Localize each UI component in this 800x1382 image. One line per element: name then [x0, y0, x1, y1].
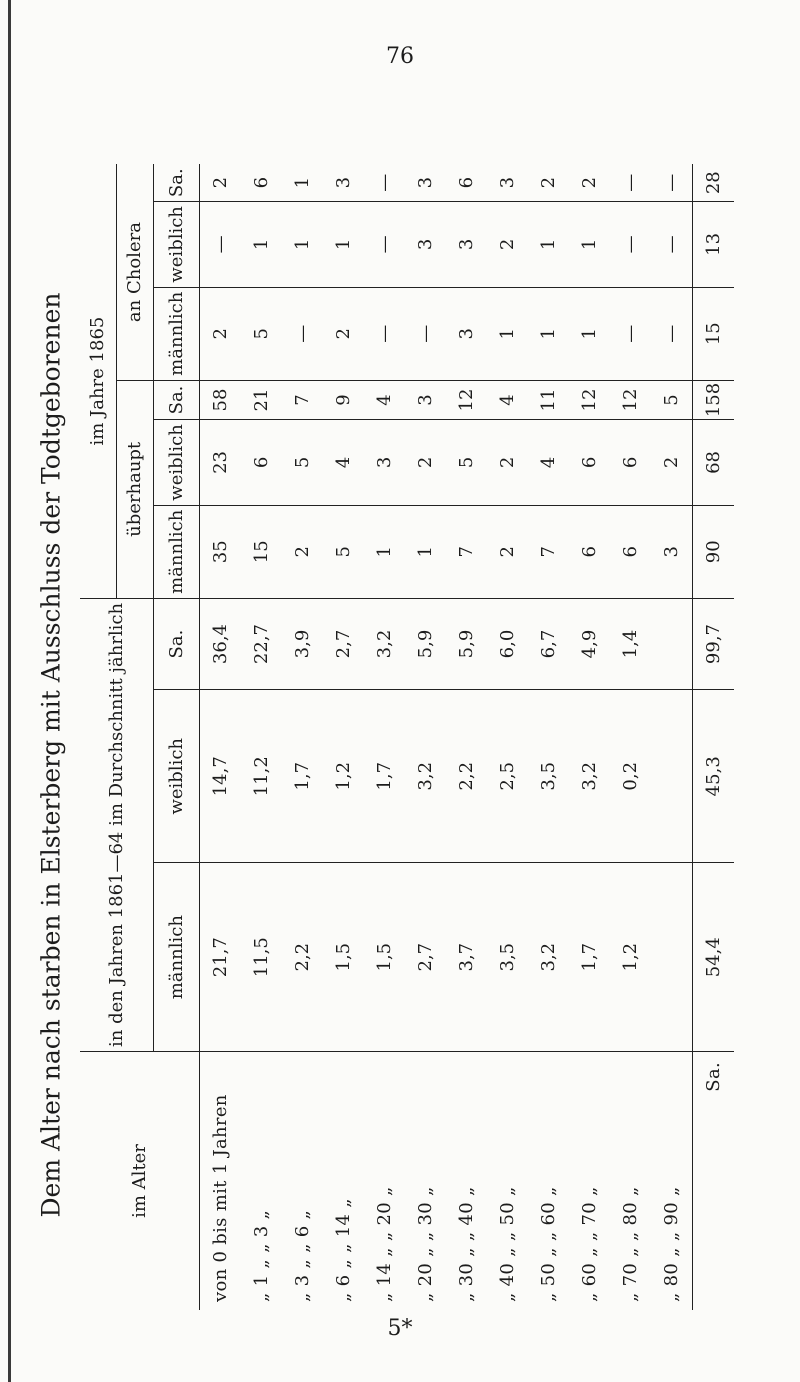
table-row — [405, 164, 446, 1310]
mortality-table-rotated — [80, 110, 780, 1310]
cholera-header: an Cholera — [117, 164, 154, 380]
table-row — [610, 164, 651, 1310]
value-cell-p_w: 2,5 — [487, 690, 528, 863]
value-cell-p_s — [651, 598, 693, 689]
value-cell-p_w: 1,7 — [282, 690, 323, 863]
value-cell-c_s: 3 — [487, 164, 528, 201]
value-cell-p_m: 3,2 — [528, 863, 569, 1052]
value-cell-o_s: 12 — [446, 380, 487, 419]
value-cell-p_w: 11,2 — [241, 690, 282, 863]
value-cell-o_w: 4 — [323, 420, 364, 506]
value-cell-o_w: 2 — [651, 420, 693, 506]
age-range-cell: „ 70 „ „ 80 „ — [620, 1186, 641, 1302]
table-row — [200, 164, 242, 1310]
value-cell-p_w: 0,2 — [610, 690, 651, 863]
value-cell-c_m: 2 — [200, 287, 242, 380]
value-cell-o_s: 7 — [282, 380, 323, 419]
value-cell-o_m: 6 — [610, 505, 651, 598]
value-cell-o_s: 4 — [487, 380, 528, 419]
value-cell-p_m: 3,5 — [487, 863, 528, 1052]
value-cell-c_w: — — [364, 202, 405, 288]
age-range-cell: „ 6 „ „ 14 „ — [333, 1198, 354, 1302]
value-cell-c_s: — — [610, 164, 651, 201]
value-cell-p_m: 2,7 — [405, 863, 446, 1052]
value-cell-o_w: 5 — [282, 420, 323, 506]
value-cell-o_m: 1 — [405, 505, 446, 598]
year-group-header: im Jahre 1865 — [80, 164, 117, 598]
value-cell-o_w: 6 — [569, 420, 610, 506]
period-male-header: männlich — [154, 863, 200, 1052]
value-cell-c_w: 1 — [323, 202, 364, 288]
totals-cholera-female: 13 — [693, 202, 735, 288]
value-cell-p_w: 1,2 — [323, 690, 364, 863]
value-cell-c_w: 1 — [282, 202, 323, 288]
overall-header: überhaupt — [117, 380, 154, 598]
page-title-text: Dem Alter nach starben in Elsterberg mit Ausschluss der Todtgeborenen — [36, 292, 66, 1218]
value-cell-p_m: 1,5 — [323, 863, 364, 1052]
age-range-cell: „ 3 „ „ 6 „ — [292, 1209, 313, 1302]
totals-overall-female: 68 — [693, 420, 735, 506]
value-cell-p_w: 14,7 — [200, 690, 242, 863]
value-cell-p_s: 3,2 — [364, 598, 405, 689]
value-cell-c_s: 6 — [241, 164, 282, 201]
value-cell-p_m: 2,2 — [282, 863, 323, 1052]
value-cell-c_m: 1 — [487, 287, 528, 380]
value-cell-p_s: 2,7 — [323, 598, 364, 689]
cholera-male-header: männlich — [154, 287, 200, 380]
table-row — [323, 164, 364, 1310]
value-cell-o_w: 6 — [241, 420, 282, 506]
value-cell-c_s: 3 — [405, 164, 446, 201]
value-cell-c_m: 1 — [528, 287, 569, 380]
table-row — [241, 164, 282, 1310]
value-cell-p_s: 22,7 — [241, 598, 282, 689]
table-row — [282, 164, 323, 1310]
value-cell-o_m: 3 — [651, 505, 693, 598]
value-cell-o_m: 5 — [323, 505, 364, 598]
value-cell-p_s: 1,4 — [610, 598, 651, 689]
value-cell-p_m: 1,5 — [364, 863, 405, 1052]
table-row — [569, 164, 610, 1310]
value-cell-c_m: 2 — [323, 287, 364, 380]
value-cell-p_s: 5,9 — [405, 598, 446, 689]
cholera-female-header: weiblich — [154, 202, 200, 288]
value-cell-c_s: 2 — [569, 164, 610, 201]
value-cell-o_m: 15 — [241, 505, 282, 598]
value-cell-p_m: 11,5 — [241, 863, 282, 1052]
page-title — [32, 250, 70, 1260]
value-cell-c_m: — — [651, 287, 693, 380]
age-column-header: im Alter — [80, 1052, 200, 1311]
age-range-cell: „ 1 „ „ 3 „ — [251, 1209, 272, 1302]
value-cell-c_s: 2 — [200, 164, 242, 201]
age-range-cell: „ 14 „ „ 20 „ — [374, 1186, 395, 1302]
period-group-header: in den Jahren 1861—64 im Durchschnitt jährlich — [80, 598, 154, 1051]
value-cell-c_m: — — [282, 287, 323, 380]
value-cell-o_m: 2 — [282, 505, 323, 598]
value-cell-p_s: 36,4 — [200, 598, 242, 689]
value-cell-c_m: 1 — [569, 287, 610, 380]
value-cell-c_m: — — [364, 287, 405, 380]
overall-female-header: weiblich — [154, 420, 200, 506]
value-cell-c_s: — — [651, 164, 693, 201]
value-cell-c_s: 1 — [282, 164, 323, 201]
value-cell-c_w: 3 — [405, 202, 446, 288]
value-cell-o_m: 7 — [446, 505, 487, 598]
value-cell-o_w: 5 — [446, 420, 487, 506]
value-cell-c_w: 3 — [446, 202, 487, 288]
value-cell-o_s: 21 — [241, 380, 282, 419]
age-range-cell: „ 30 „ „ 40 „ — [456, 1186, 477, 1302]
value-cell-o_s: 3 — [405, 380, 446, 419]
value-cell-p_s: 4,9 — [569, 598, 610, 689]
table-row — [651, 164, 693, 1310]
period-female-header: weiblich — [154, 690, 200, 863]
totals-overall-sum: 158 — [693, 380, 735, 419]
value-cell-p_s: 5,9 — [446, 598, 487, 689]
value-cell-c_s: 3 — [323, 164, 364, 201]
value-cell-c_w: 1 — [528, 202, 569, 288]
value-cell-c_m: — — [610, 287, 651, 380]
overall-sum-header: Sa. — [154, 380, 200, 419]
value-cell-c_w: 1 — [569, 202, 610, 288]
table-body — [200, 164, 693, 1310]
value-cell-c_s: 2 — [528, 164, 569, 201]
totals-period-male: 54,4 — [693, 863, 735, 1052]
value-cell-o_m: 2 — [487, 505, 528, 598]
value-cell-o_s: 12 — [610, 380, 651, 419]
value-cell-c_s: 6 — [446, 164, 487, 201]
value-cell-o_s: 5 — [651, 380, 693, 419]
value-cell-p_w: 3,2 — [405, 690, 446, 863]
period-sum-header: Sa. — [154, 598, 200, 689]
age-range-cell: „ 40 „ „ 50 „ — [497, 1186, 518, 1302]
value-cell-p_m: 1,2 — [610, 863, 651, 1052]
value-cell-o_w: 6 — [610, 420, 651, 506]
value-cell-o_w: 23 — [200, 420, 242, 506]
table-row — [364, 164, 405, 1310]
value-cell-p_w: 3,2 — [569, 690, 610, 863]
value-cell-p_s: 3,9 — [282, 598, 323, 689]
totals-cholera-sum: 28 — [693, 164, 735, 201]
value-cell-o_s: 4 — [364, 380, 405, 419]
value-cell-o_m: 1 — [364, 505, 405, 598]
value-cell-c_s: — — [364, 164, 405, 201]
table-row — [446, 164, 487, 1310]
totals-cholera-male: 15 — [693, 287, 735, 380]
value-cell-p_w: 2,2 — [446, 690, 487, 863]
value-cell-p_w: 1,7 — [364, 690, 405, 863]
value-cell-p_s: 6,0 — [487, 598, 528, 689]
value-cell-o_m: 7 — [528, 505, 569, 598]
age-range-cell: „ 80 „ „ 90 „ — [661, 1186, 682, 1302]
age-range-cell: „ 20 „ „ 30 „ — [415, 1186, 436, 1302]
age-range-cell: von 0 bis mit 1 Jahren — [210, 1094, 231, 1302]
value-cell-p_m: 21,7 — [200, 863, 242, 1052]
value-cell-o_w: 2 — [405, 420, 446, 506]
value-cell-c_w: — — [610, 202, 651, 288]
value-cell-o_m: 6 — [569, 505, 610, 598]
mortality-table — [80, 164, 734, 1310]
value-cell-o_s: 9 — [323, 380, 364, 419]
value-cell-o_w: 3 — [364, 420, 405, 506]
age-range-cell: „ 60 „ „ 70 „ — [579, 1186, 600, 1302]
value-cell-p_w: 3,5 — [528, 690, 569, 863]
totals-period-female: 45,3 — [693, 690, 735, 863]
value-cell-o_w: 2 — [487, 420, 528, 506]
value-cell-p_w — [651, 690, 693, 863]
value-cell-o_w: 4 — [528, 420, 569, 506]
age-range-cell: „ 50 „ „ 60 „ — [538, 1186, 559, 1302]
value-cell-p_m: 3,7 — [446, 863, 487, 1052]
totals-row — [693, 164, 735, 1310]
value-cell-o_s: 12 — [569, 380, 610, 419]
table-row — [487, 164, 528, 1310]
value-cell-p_m: 1,7 — [569, 863, 610, 1052]
totals-overall-male: 90 — [693, 505, 735, 598]
value-cell-c_m: 3 — [446, 287, 487, 380]
value-cell-c_w: 1 — [241, 202, 282, 288]
table-row — [528, 164, 569, 1310]
page-number: 76 — [386, 44, 414, 69]
cholera-sum-header: Sa. — [154, 164, 200, 201]
value-cell-p_s: 6,7 — [528, 598, 569, 689]
page-footer: 5* — [387, 1316, 413, 1341]
totals-period-sum: 99,7 — [693, 598, 735, 689]
value-cell-o_m: 35 — [200, 505, 242, 598]
value-cell-c_w: — — [651, 202, 693, 288]
value-cell-c_w: 2 — [487, 202, 528, 288]
value-cell-o_s: 11 — [528, 380, 569, 419]
overall-male-header: männlich — [154, 505, 200, 598]
value-cell-c_m: 5 — [241, 287, 282, 380]
value-cell-p_m — [651, 863, 693, 1052]
value-cell-c_w: — — [200, 202, 242, 288]
page-edge-rule — [8, 0, 11, 1382]
totals-label: Sa. — [693, 1052, 735, 1311]
value-cell-o_s: 58 — [200, 380, 242, 419]
value-cell-c_m: — — [405, 287, 446, 380]
